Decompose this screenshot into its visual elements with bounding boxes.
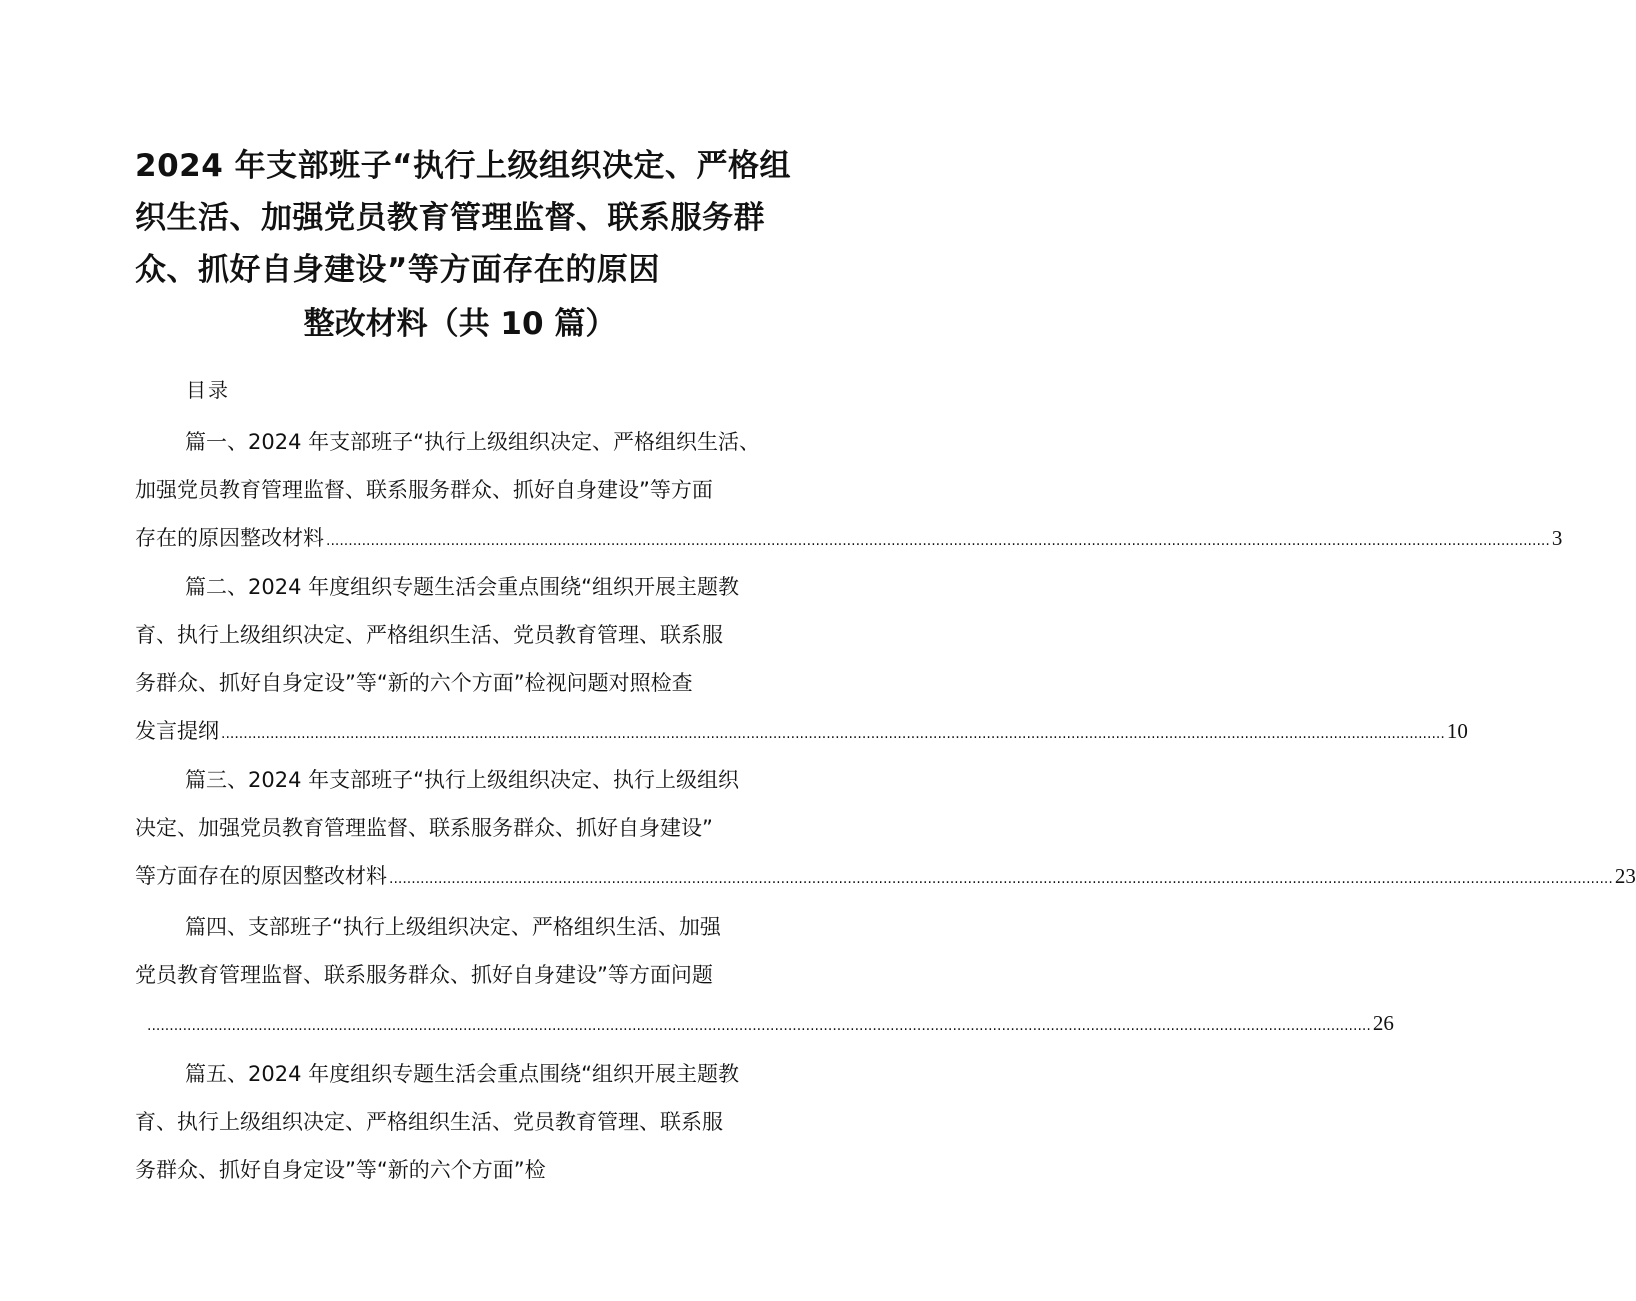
toc-entry-4-line-2: 党员教育管理监督、联系服务群众、抓好自身建设”等方面问题	[135, 963, 713, 987]
toc-entry-1-leader	[135, 514, 1563, 565]
toc-entry-3-dot-leader: ...................................................................................................................................................................................................................................................................................	[389, 871, 1613, 887]
toc-entry-3[interactable]	[135, 756, 1636, 903]
toc-entry-5[interactable]	[135, 1050, 795, 1194]
toc-entry-1-last-line: 存在的原因整改材料	[135, 526, 324, 550]
toc-entry-3-leader	[135, 852, 1636, 903]
toc-entry-4[interactable]	[135, 903, 1394, 1050]
title-line-3: 众、抓好自身建设”等方面存在的原因	[135, 252, 660, 288]
toc-entry-1-line-2: 加强党员教育管理监督、联系服务群众、抓好自身建设”等方面	[135, 478, 713, 502]
toc-entry-4-dot-leader: ...................................................................................................................................................................................................................................................................................	[147, 1018, 1371, 1034]
toc-entry-1[interactable]	[135, 418, 1563, 565]
toc-entry-5-line-3: 务群众、抓好自身定设”等“新的六个方面”检	[135, 1158, 546, 1182]
document-title	[135, 140, 795, 296]
toc-entry-2[interactable]	[135, 563, 1468, 758]
toc-entry-4-line-1: 篇四、支部班子“执行上级组织决定、严格组织生活、加强	[185, 915, 721, 939]
toc-entry-1-line-1: 篇一、2024 年支部班子“执行上级组织决定、严格组织生活、	[185, 430, 760, 454]
toc-heading: 目录	[186, 378, 230, 402]
toc-entry-2-line-2: 育、执行上级组织决定、严格组织生活、党员教育管理、联系服	[135, 623, 723, 647]
toc-entry-4-leader	[135, 999, 1394, 1050]
document-subtitle: 整改材料（共 10 篇）	[303, 306, 617, 342]
toc-entry-2-last-line: 发言提纲	[135, 719, 219, 743]
toc-entry-3-line-2: 决定、加强党员教育管理监督、联系服务群众、抓好自身建设”	[135, 816, 713, 840]
toc-entry-1-page-number: 3	[1551, 526, 1563, 550]
toc-entry-5-line-1: 篇五、2024 年度组织专题生活会重点围绕“组织开展主题教	[185, 1062, 739, 1086]
title-line-2: 织生活、加强党员教育管理监督、联系服务群	[135, 200, 765, 236]
toc-entry-2-dot-leader: ...................................................................................................................................................................................................................................................................................	[221, 726, 1445, 742]
toc-entry-3-last-line: 等方面存在的原因整改材料	[135, 864, 387, 888]
toc-entry-2-line-3: 务群众、抓好自身定设”等“新的六个方面”检视问题对照检查	[135, 671, 693, 695]
toc-entry-2-page-number: 10	[1446, 719, 1468, 743]
toc-entry-1-dot-leader: ...................................................................................................................................................................................................................................................................................	[326, 533, 1550, 549]
toc-entry-2-line-1: 篇二、2024 年度组织专题生活会重点围绕“组织开展主题教	[185, 575, 739, 599]
toc-entry-3-page-number: 23	[1614, 864, 1636, 888]
toc-entry-2-leader	[135, 707, 1468, 758]
toc-entry-4-page-number: 26	[1372, 1011, 1394, 1035]
title-line-1: 2024 年支部班子“执行上级组织决定、严格组	[135, 148, 791, 184]
toc-entry-5-line-2: 育、执行上级组织决定、严格组织生活、党员教育管理、联系服	[135, 1110, 723, 1134]
toc-entry-3-line-1: 篇三、2024 年支部班子“执行上级组织决定、执行上级组织	[185, 768, 739, 792]
